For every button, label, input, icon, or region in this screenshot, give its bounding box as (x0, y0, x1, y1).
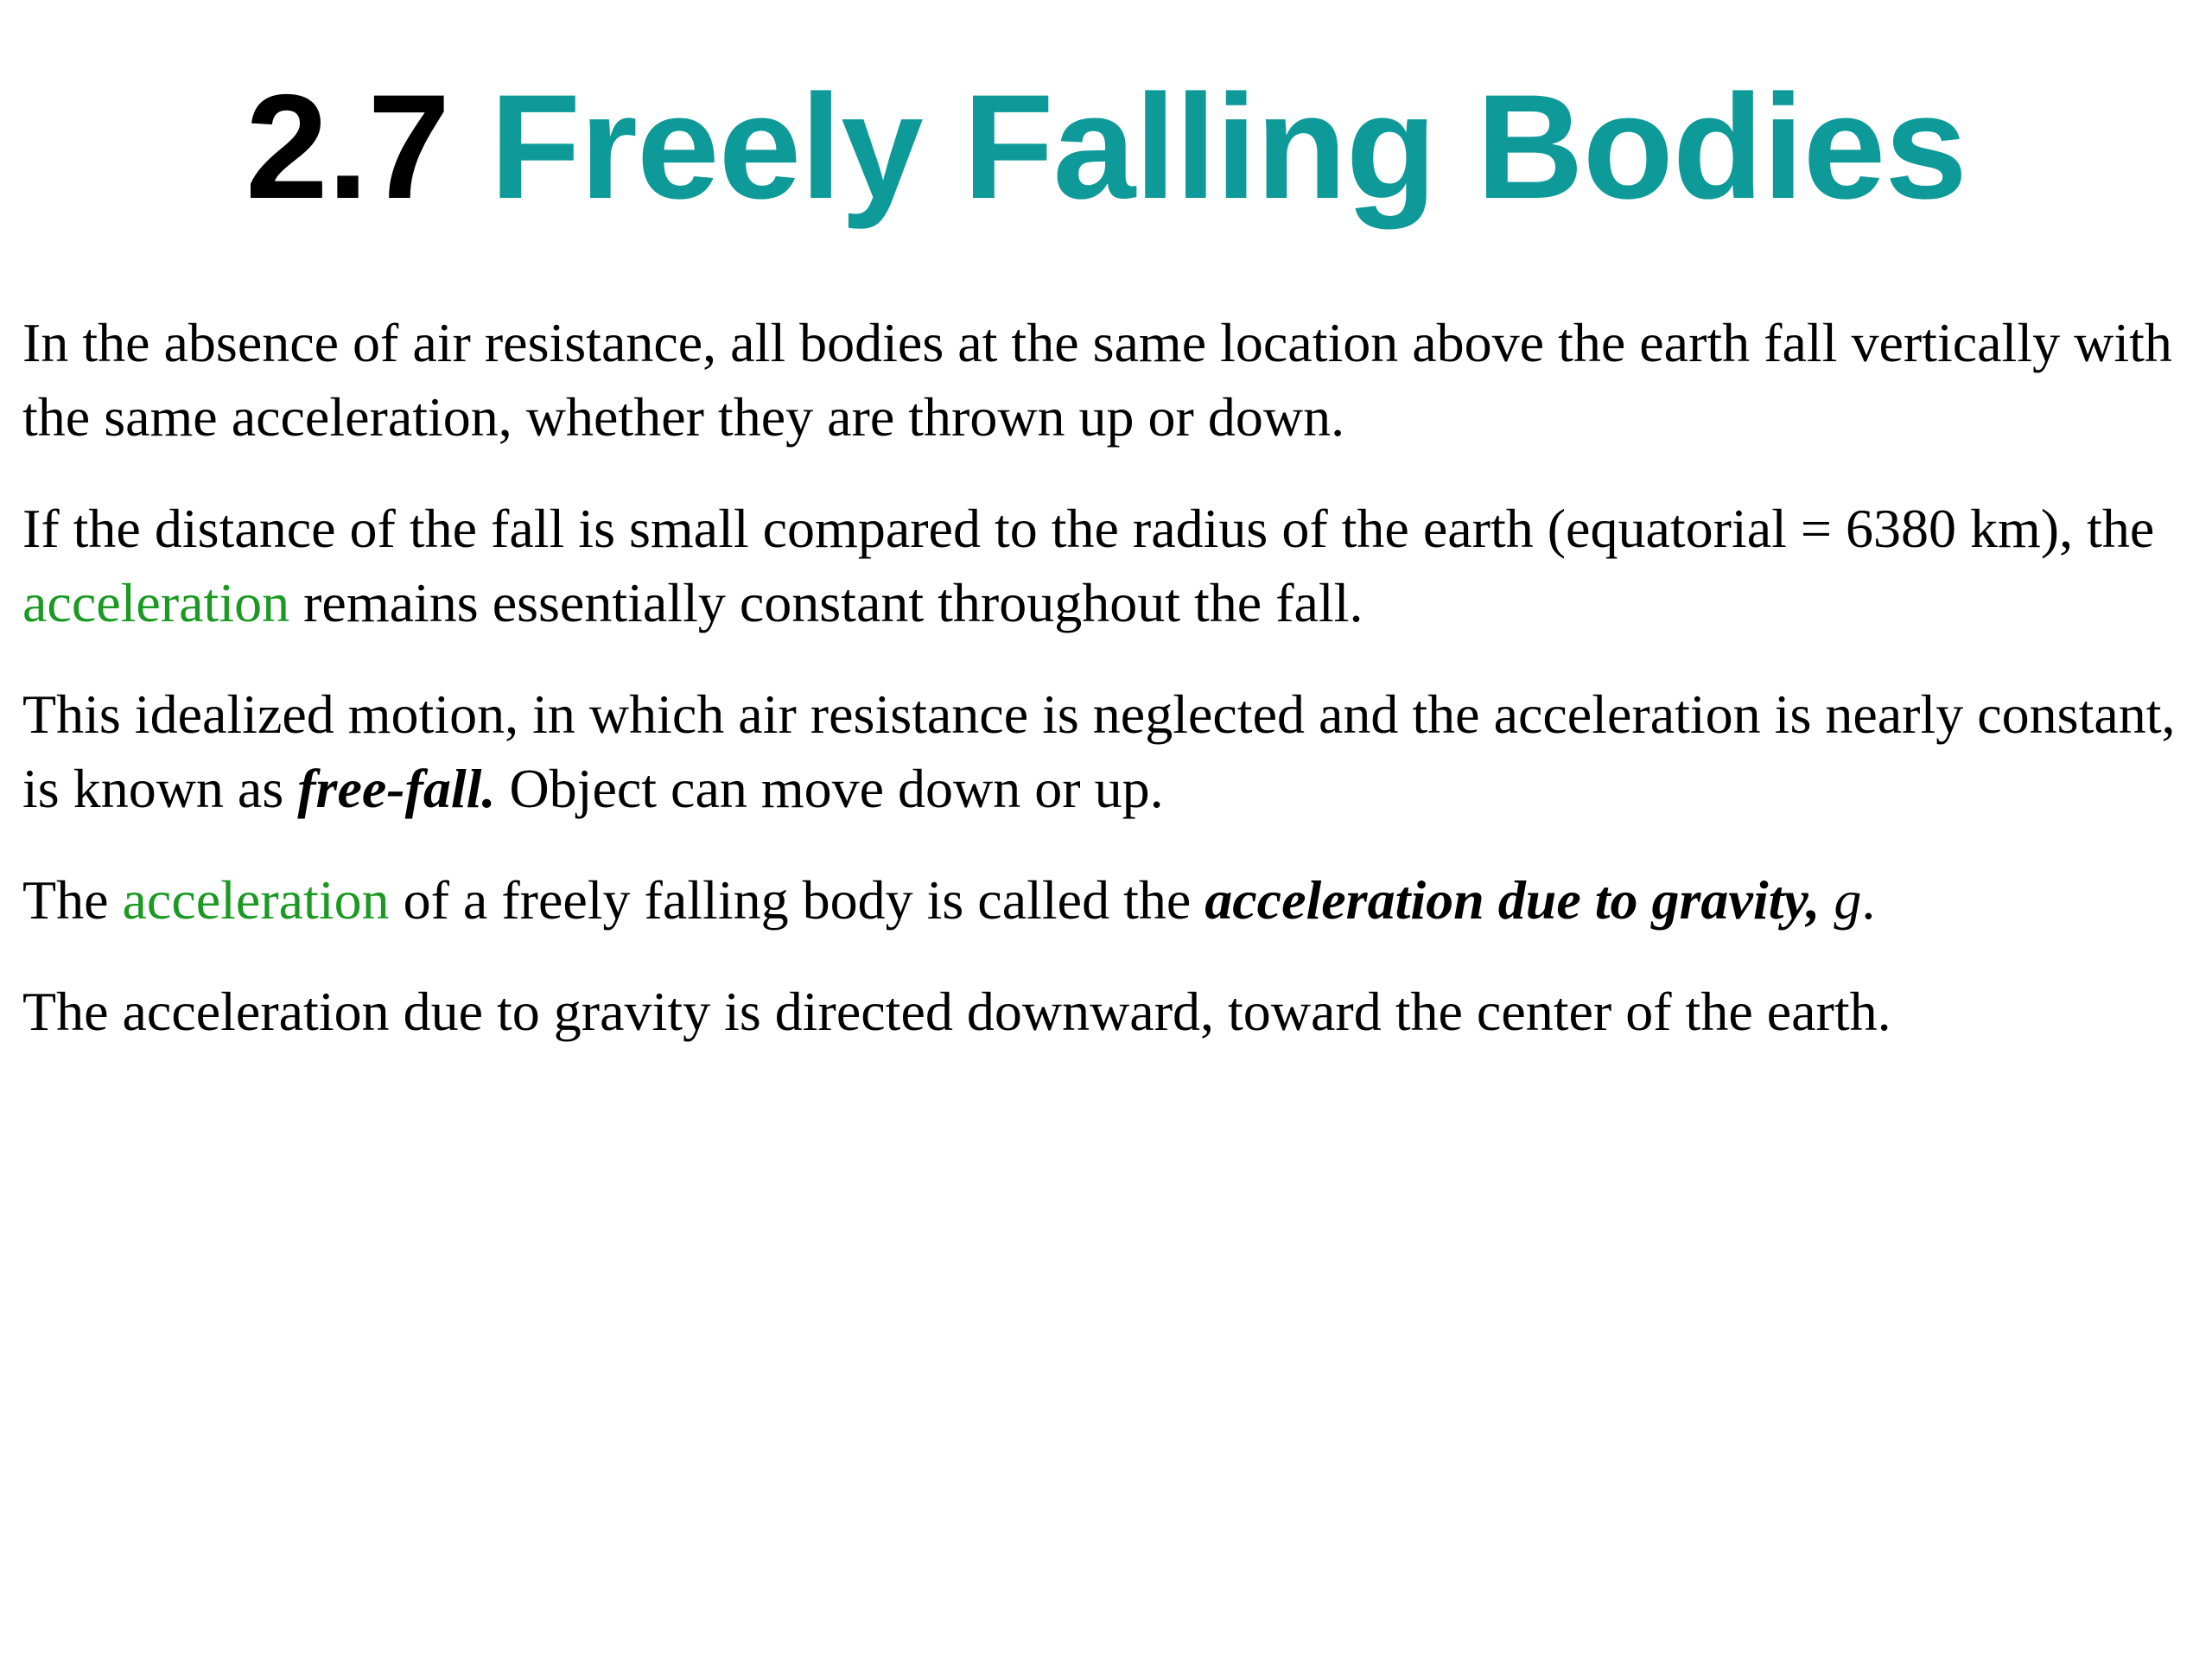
paragraph-gravity-definition (22, 863, 2200, 938)
section-number: 2.7 (245, 64, 450, 230)
paragraph-text-part1: The (22, 869, 123, 931)
paragraph-free-fall (22, 677, 2200, 826)
paragraph-text-part2: Object can move down or up. (495, 758, 1164, 819)
paragraph-text-part2: of a freely falling body is called the (389, 869, 1205, 931)
gravity-term: acceleration due to gravity, (1205, 869, 1821, 931)
paragraph-text-part1: If the distance of the fall is small compared to the radius of the earth (equatorial = 6380 km), the (22, 498, 2155, 559)
title-text: Freely Falling Bodies (489, 64, 1967, 230)
gravity-symbol: g (1834, 869, 1862, 931)
slide-title (0, 62, 2212, 233)
paragraph-text-part1: This idealized motion, in which air resistance is neglected and the acceleration is nearly constant, is known as (22, 683, 2176, 819)
acceleration-highlight: acceleration (122, 869, 390, 931)
paragraph-gravity-direction (22, 975, 2200, 1049)
acceleration-highlight: acceleration (22, 572, 290, 633)
paragraph-text-part3: . (1861, 869, 1876, 931)
paragraph-earth-radius (22, 492, 2200, 640)
paragraph-text-part2: remains essentially constant throughout the fall. (289, 572, 1363, 633)
paragraph-text: In the absence of air resistance, all bodies at the same location above the earth fall vertically with the same acceleration, whether they are thrown up or down. (22, 312, 2172, 448)
paragraph-text: The acceleration due to gravity is directed downward, toward the center of the earth. (22, 981, 1891, 1042)
slide-body (22, 306, 2200, 1086)
free-fall-term: free-fall. (297, 758, 496, 819)
paragraph-air-resistance (22, 306, 2200, 454)
